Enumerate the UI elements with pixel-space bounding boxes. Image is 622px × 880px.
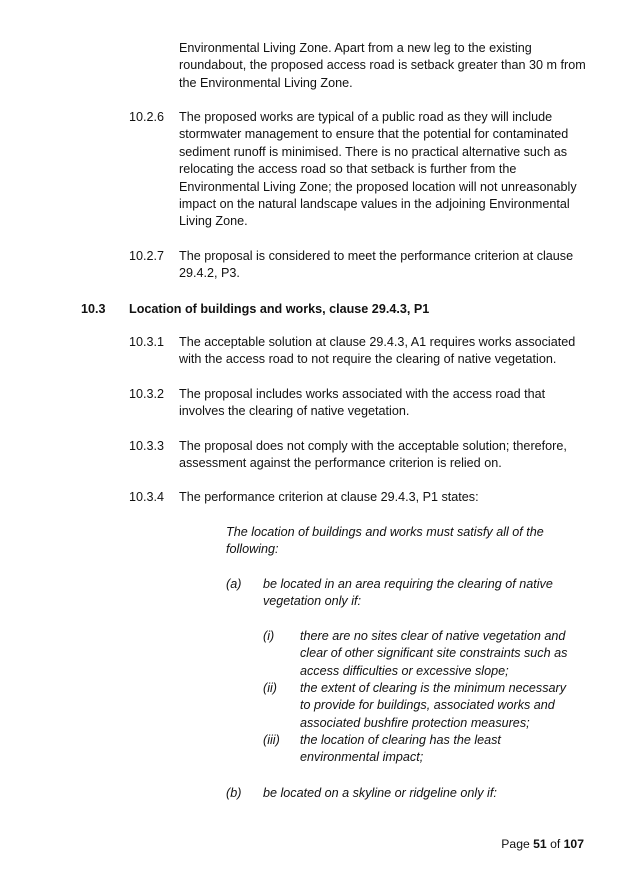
item-a-text: be located in an area requiring the clearing of native vegetation only if: [263,577,553,609]
clause-text-10-2-6: The proposed works are typical of a public road as they will include stormwater management to ensure that the potential for contaminated sediment runoff is minimised. There is no practical alternative such as relocating the access road so that setback is further from the Environmental Living Zone; the proposed location will not unreasonably impact on the natural landscape values in the adjoining Environmental Living Zone. [179,110,577,229]
item-a-label: (a) [226,577,242,591]
quoted-criterion-intro: The location of buildings and works must satisfy all of the following: [226,525,544,557]
clause-text-10-3-2: The proposal includes works associated with the access road that involves the clearing of native vegetation. [179,387,546,419]
current-page-number: 51 [533,837,547,851]
page-of-label: of [550,837,561,851]
continued-paragraph: Environmental Living Zone. Apart from a new leg to the existing roundabout, the proposed access road is setback greater than 30 m from the Environmental Living Zone. [179,41,586,90]
subitem-i-text: there are no sites clear of native vegetation and clear of other significant site constraints such as access difficulties or excessive slope; [300,629,568,678]
total-pages-number: 107 [563,837,584,851]
section-heading-10-3: Location of buildings and works, clause 29.4.3, P1 [129,302,430,316]
clause-number-10-3-4: 10.3.4 [129,490,165,504]
clause-number-10-3-1: 10.3.1 [129,335,165,349]
subitem-iii-label: (iii) [263,733,280,747]
clause-number-10-2-7: 10.2.7 [129,249,165,263]
clause-number-10-3-3: 10.3.3 [129,439,165,453]
clause-text-10-3-3: The proposal does not comply with the acceptable solution; therefore, assessment against the performance criterion is relied on. [179,439,567,471]
clause-text-10-3-4: The performance criterion at clause 29.4.3, P1 states: [179,490,479,504]
clause-text-10-2-7: The proposal is considered to meet the performance criterion at clause 29.4.2, P3. [179,249,574,281]
clause-text-10-3-1: The acceptable solution at clause 29.4.3, A1 requires works associated with the access road to not require the clearing of native vegetation. [179,335,576,367]
clause-number-10-3-2: 10.3.2 [129,387,165,401]
item-b-label: (b) [226,786,242,800]
subitem-iii-text: the location of clearing has the least environmental impact; [300,733,501,765]
subitem-ii-label: (ii) [263,681,277,695]
section-number-10-3: 10.3 [81,302,106,316]
item-b-text: be located on a skyline or ridgeline only if: [263,786,497,800]
clause-number-10-2-6: 10.2.6 [129,110,165,124]
subitem-ii-text: the extent of clearing is the minimum necessary to provide for buildings, associated works and associated bushfire protection measures; [300,681,566,730]
page-label: Page [501,837,530,851]
subitem-i-label: (i) [263,629,275,643]
page-footer [501,836,584,853]
